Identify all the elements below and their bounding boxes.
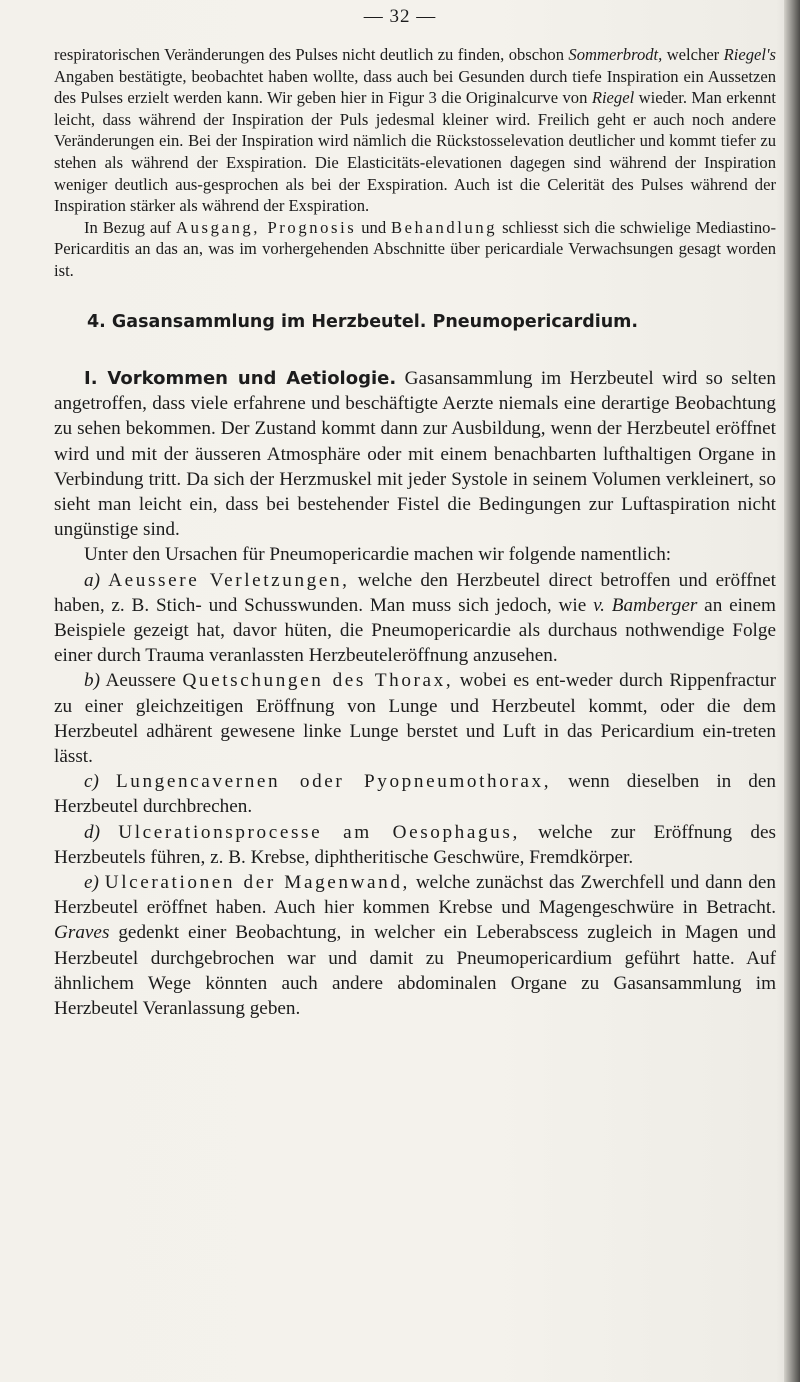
cause-b: b) Aeussere Quetschungen des Thorax, wobei es ent-weder durch Rippenfractur zu einer gleichzeitigen Eröffnung von Lunge und Herzbeutel kommt, oder die dem Herzbeutel adhärent gewesene linke Lunge berstet und Luft in das Pericardium ein-treten lässt. (54, 670, 776, 768)
cause-d: d) Ulcerationsprocesse am Oesophagus, welche zur Eröffnung des Herzbeutels führen, z. B. Krebse, diphtheritische Geschwüre, Fremdkörper. (54, 821, 777, 868)
page-edge-shadow (784, 0, 800, 1382)
cause-e: e) Ulcerationen der Magenwand, welche zunächst das Zwerchfell und dann den Herzbeutel eröffnet haben. Auch hier kommen Krebse und Magengeschwüre in Betracht. Graves gedenkt einer Beobachtung, in welcher ein Leberabscess zugleich in Magen und Herzbeutel durchgebrochen war und damit zu Pneumopericardium geführt hatte. Auf ähnlichem Wege könnten auch andere abdominalen Organe zu Gasansammlung im Herzbeutel Veranlassung geben. (54, 872, 777, 1020)
body-paragraph-2: Unter den Ursachen für Pneumopericardie machen wir folgende namentlich: (84, 544, 672, 566)
intro-text (54, 44, 776, 282)
cause-c: c) Lungencavernen oder Pyopneumothorax, wenn dieselben in den Herzbeutel durchbrechen. (54, 771, 777, 818)
subheading-vorkommen: I. Vorkommen und Aetiologie. (84, 368, 397, 389)
author-riegel-2: Riegel (591, 88, 635, 108)
intro-paragraph-1: respiratorischen Veränderungen des Pulses nicht deutlich zu finden, obschon Sommerbrodt, welcher Riegel's Angaben bestätigte, beobachtet haben wollte, dass auch bei Gesunden durch tiefe Inspiration ein Aussetzen des Pulses erzielt werden kann. Wir geben hier in Figur 3 die Originalcurve von Riegel wieder. Man erkennt leicht, dass während der Inspiration der Puls jedesmal kleiner wird. Freilich geht er auch noch andere Veränderungen ein. Bei der Inspiration wird nämlich die Rückstosselevation deutlicher und kommt tiefer zu stehen als während der Exspiration. Die Elasticitäts-elevationen dagegen sind während der Inspiration weniger deutlich aus-gesprochen als bei der Exspiration. Auch ist die Celerität des Pulses während der Inspiration stärker als während der Exspiration. (54, 45, 777, 216)
author-riegel: Riegel's (723, 45, 777, 64)
intro-paragraph-2: In Bezug auf Ausgang, Prognosis und Behandlung schliesst sich die schwielige Mediastino-Pericarditis an das an, was im vorhergehenden Abschnitte über pericardiale Verwachsungen gesagt worden ist. (54, 217, 776, 280)
section-body (54, 366, 776, 1021)
body-paragraph-1: I. Vorkommen und Aetiologie. Gasansammlung im Herzbeutel wird so selten angetroffen, dass viele erfahrene und beschäftigte Aerzte niemals eine derartige Beobachtung zu sehen bekommen. Der Zustand kommt dann zur Ausbildung, wenn der Herzbeutel eröffnet wird und mit der äusseren Atmosphäre oder mit einem benachbarten lufthaltigen Organe in Verbindung tritt. Da sich der Herzmuskel mit jeder Systole in seinem Volumen verkleinert, so sieht man leicht ein, dass bei bestehender Fistel die Bedingungen zur Luftaspiration nicht ungünstige sind. (54, 368, 776, 541)
page-number: — 32 — (363, 6, 437, 27)
cause-a: a) Aeussere Verletzungen, welche den Herzbeutel direct betroffen und eröffnet haben, z. B. Stich- und Schusswunden. Man muss sich jedoch, wie v. Bamberger an einem Beispiele gezeigt hat, davor hüten, die Pneumopericardie als durchaus nothwendige Folge einer durch Trauma veranlassten Herzbeuteleröffnung anzusehen. (54, 569, 776, 667)
section-heading: 4. Gasansammlung im Herzbeutel. Pneumopericardium. (87, 312, 639, 332)
author-sommerbrodt: Sommerbrodt, (568, 45, 663, 64)
